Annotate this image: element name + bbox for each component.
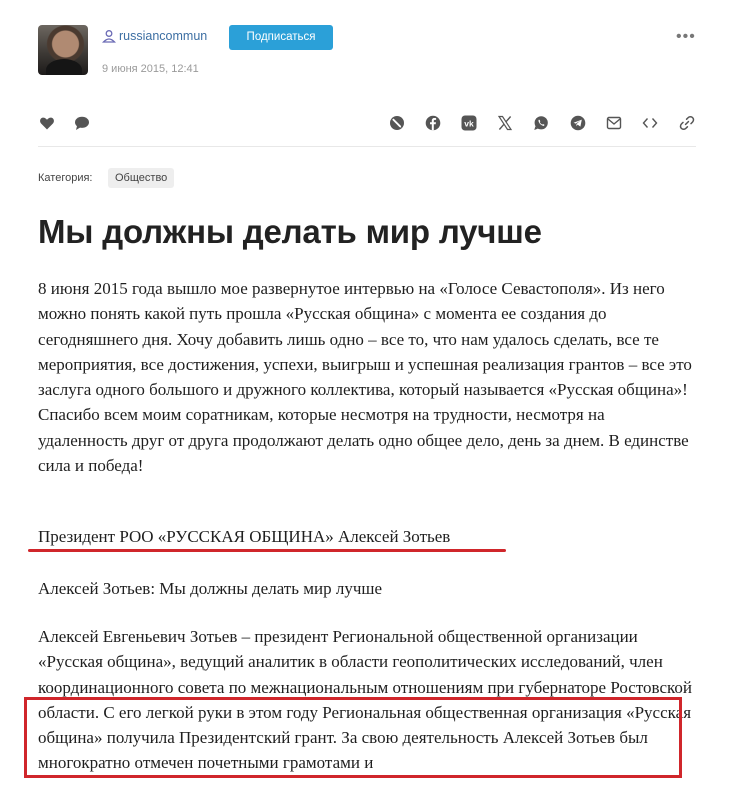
whatsapp-icon[interactable] [532, 114, 550, 132]
subscribe-button[interactable]: Подписаться [229, 25, 333, 50]
heart-icon[interactable] [38, 114, 56, 132]
article-paragraph: 8 июня 2015 года вышло мое развернутое интервью на «Голосе Севастополя». Из него можно понять какой путь прошла «Русская община» с момента ее создания до сегодняшнего дня. Хочу добавить лишь одно – все то, что нам удалось сделать, все те мероприятия, все достижения, успехи, выигрыш и успешная реализация грантов – все это заслуга одного большого и дружного коллектива, который называется «Русская община»! Спасибо всем моим соратникам, которые несмотря на трудности, несмотря на удаленность друг от друга продолжают делать одно общее дело, день за днем. В единстве сила и победа! [38, 279, 692, 476]
author-row [102, 29, 207, 43]
link-icon[interactable] [678, 114, 696, 132]
telegram-icon[interactable] [569, 114, 587, 132]
red-underline-annotation [28, 549, 506, 552]
post-actions-bar [38, 114, 698, 136]
more-dots-icon[interactable]: ••• [676, 28, 696, 45]
livejournal-icon[interactable] [388, 114, 406, 132]
author-username[interactable]: russiancommun [119, 29, 208, 43]
article-title: Мы должны делать мир лучше [38, 213, 542, 250]
author-avatar[interactable] [38, 25, 88, 75]
article-paragraph: Президент РОО «РУССКАЯ ОБЩИНА» Алексей Зотьев [38, 527, 451, 546]
article-paragraph: Алексей Евгеньевич Зотьев – президент Региональной общественной организации «Русская община», ведущий аналитик в области геополитических исследований, член координационного совета по межнациональным отношениям при губернаторе Ростовской области. С его легкой руки в этом году Региональная общественная организация «Русская община» получила Президентский грант. За свою деятельность Алексей Зотьев был многократно отмечен почетными грамотами и [38, 627, 692, 773]
category-tag[interactable]: Общество [108, 168, 174, 188]
facebook-icon[interactable] [424, 114, 442, 132]
vk-icon[interactable] [460, 114, 478, 132]
comment-icon[interactable] [73, 114, 91, 132]
category-label: Категория: [38, 172, 93, 184]
post-date: 9 июня 2015, 12:41 [102, 63, 199, 75]
embed-code-icon[interactable] [641, 114, 659, 132]
red-box-annotation [24, 697, 682, 778]
svg-text:vk: vk [464, 118, 474, 129]
user-icon [102, 29, 116, 43]
email-icon[interactable] [605, 114, 623, 132]
article-paragraph: Алексей Зотьев: Мы должны делать мир лучше [38, 579, 383, 598]
x-icon[interactable] [496, 114, 514, 132]
actions-divider [38, 146, 696, 147]
